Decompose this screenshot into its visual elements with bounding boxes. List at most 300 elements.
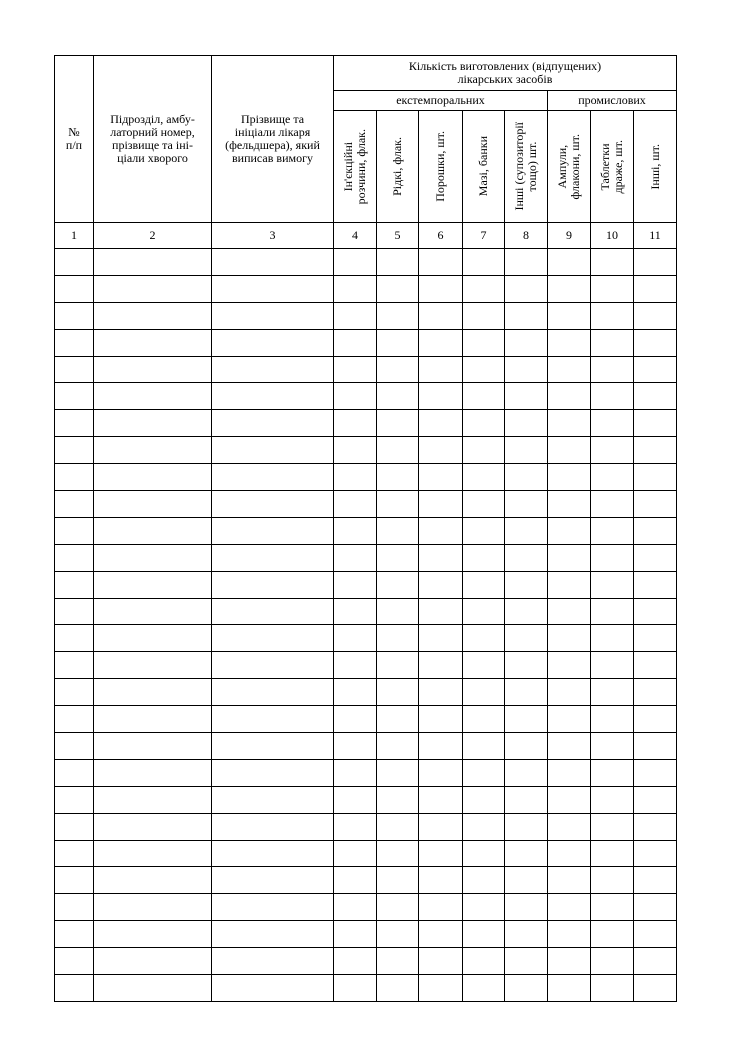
table-cell[interactable] xyxy=(212,625,334,652)
table-cell[interactable] xyxy=(505,517,548,544)
table-cell[interactable] xyxy=(94,275,212,302)
table-cell[interactable] xyxy=(377,921,419,948)
table-cell[interactable] xyxy=(334,975,377,1002)
table-cell[interactable] xyxy=(505,598,548,625)
table-cell[interactable] xyxy=(591,249,634,276)
table-cell[interactable] xyxy=(55,464,94,491)
table-cell[interactable] xyxy=(505,356,548,383)
table-cell[interactable] xyxy=(419,356,463,383)
table-cell[interactable] xyxy=(463,840,505,867)
table-cell[interactable] xyxy=(548,329,591,356)
table-cell[interactable] xyxy=(634,948,677,975)
table-cell[interactable] xyxy=(94,706,212,733)
table-cell[interactable] xyxy=(634,867,677,894)
table-cell[interactable] xyxy=(377,894,419,921)
table-cell[interactable] xyxy=(591,652,634,679)
table-cell[interactable] xyxy=(377,867,419,894)
table-cell[interactable] xyxy=(94,840,212,867)
table-cell[interactable] xyxy=(591,571,634,598)
table-cell[interactable] xyxy=(548,571,591,598)
table-cell[interactable] xyxy=(212,813,334,840)
table-cell[interactable] xyxy=(334,840,377,867)
table-cell[interactable] xyxy=(377,679,419,706)
table-cell[interactable] xyxy=(634,517,677,544)
table-cell[interactable] xyxy=(505,491,548,518)
table-cell[interactable] xyxy=(55,302,94,329)
table-cell[interactable] xyxy=(591,517,634,544)
table-cell[interactable] xyxy=(55,544,94,571)
table-cell[interactable] xyxy=(55,813,94,840)
table-cell[interactable] xyxy=(212,249,334,276)
table-cell[interactable] xyxy=(94,517,212,544)
table-cell[interactable] xyxy=(463,733,505,760)
table-cell[interactable] xyxy=(591,921,634,948)
table-cell[interactable] xyxy=(212,356,334,383)
table-cell[interactable] xyxy=(55,867,94,894)
table-cell[interactable] xyxy=(212,517,334,544)
table-cell[interactable] xyxy=(634,544,677,571)
table-cell[interactable] xyxy=(334,813,377,840)
table-cell[interactable] xyxy=(548,813,591,840)
table-cell[interactable] xyxy=(55,948,94,975)
table-cell[interactable] xyxy=(55,786,94,813)
table-cell[interactable] xyxy=(212,840,334,867)
table-cell[interactable] xyxy=(377,249,419,276)
table-cell[interactable] xyxy=(419,840,463,867)
table-cell[interactable] xyxy=(94,813,212,840)
table-cell[interactable] xyxy=(94,329,212,356)
table-cell[interactable] xyxy=(419,249,463,276)
table-cell[interactable] xyxy=(634,491,677,518)
table-cell[interactable] xyxy=(94,894,212,921)
table-cell[interactable] xyxy=(548,517,591,544)
table-cell[interactable] xyxy=(377,275,419,302)
table-cell[interactable] xyxy=(505,813,548,840)
table-cell[interactable] xyxy=(591,625,634,652)
table-cell[interactable] xyxy=(212,598,334,625)
table-cell[interactable] xyxy=(548,733,591,760)
table-cell[interactable] xyxy=(212,706,334,733)
table-cell[interactable] xyxy=(419,975,463,1002)
table-cell[interactable] xyxy=(55,329,94,356)
table-cell[interactable] xyxy=(377,544,419,571)
table-cell[interactable] xyxy=(505,679,548,706)
table-cell[interactable] xyxy=(591,544,634,571)
table-cell[interactable] xyxy=(94,410,212,437)
table-cell[interactable] xyxy=(212,921,334,948)
table-cell[interactable] xyxy=(463,517,505,544)
table-cell[interactable] xyxy=(591,491,634,518)
table-cell[interactable] xyxy=(419,652,463,679)
table-cell[interactable] xyxy=(334,706,377,733)
table-cell[interactable] xyxy=(334,275,377,302)
table-cell[interactable] xyxy=(377,410,419,437)
table-cell[interactable] xyxy=(94,921,212,948)
table-cell[interactable] xyxy=(463,571,505,598)
table-cell[interactable] xyxy=(505,249,548,276)
table-cell[interactable] xyxy=(334,894,377,921)
table-cell[interactable] xyxy=(548,544,591,571)
table-cell[interactable] xyxy=(548,706,591,733)
table-cell[interactable] xyxy=(505,948,548,975)
table-cell[interactable] xyxy=(463,249,505,276)
table-cell[interactable] xyxy=(377,329,419,356)
table-cell[interactable] xyxy=(377,598,419,625)
table-cell[interactable] xyxy=(505,544,548,571)
table-cell[interactable] xyxy=(505,975,548,1002)
table-cell[interactable] xyxy=(548,867,591,894)
table-cell[interactable] xyxy=(55,275,94,302)
table-cell[interactable] xyxy=(634,813,677,840)
table-cell[interactable] xyxy=(548,840,591,867)
table-cell[interactable] xyxy=(377,759,419,786)
table-cell[interactable] xyxy=(548,410,591,437)
table-cell[interactable] xyxy=(55,652,94,679)
table-cell[interactable] xyxy=(334,921,377,948)
table-cell[interactable] xyxy=(419,786,463,813)
table-cell[interactable] xyxy=(94,491,212,518)
table-cell[interactable] xyxy=(634,383,677,410)
table-cell[interactable] xyxy=(591,948,634,975)
table-cell[interactable] xyxy=(591,598,634,625)
table-cell[interactable] xyxy=(94,652,212,679)
table-cell[interactable] xyxy=(634,840,677,867)
table-cell[interactable] xyxy=(419,948,463,975)
table-cell[interactable] xyxy=(505,437,548,464)
table-cell[interactable] xyxy=(212,679,334,706)
table-cell[interactable] xyxy=(94,249,212,276)
table-cell[interactable] xyxy=(505,410,548,437)
table-cell[interactable] xyxy=(419,867,463,894)
table-cell[interactable] xyxy=(212,437,334,464)
table-cell[interactable] xyxy=(334,249,377,276)
table-cell[interactable] xyxy=(334,571,377,598)
table-cell[interactable] xyxy=(463,706,505,733)
table-cell[interactable] xyxy=(548,679,591,706)
table-cell[interactable] xyxy=(463,921,505,948)
table-cell[interactable] xyxy=(94,571,212,598)
table-cell[interactable] xyxy=(634,733,677,760)
table-cell[interactable] xyxy=(334,544,377,571)
table-cell[interactable] xyxy=(634,249,677,276)
table-cell[interactable] xyxy=(548,894,591,921)
table-cell[interactable] xyxy=(419,544,463,571)
table-cell[interactable] xyxy=(463,894,505,921)
table-cell[interactable] xyxy=(634,786,677,813)
table-cell[interactable] xyxy=(94,598,212,625)
table-cell[interactable] xyxy=(463,652,505,679)
table-cell[interactable] xyxy=(634,894,677,921)
table-cell[interactable] xyxy=(505,652,548,679)
table-cell[interactable] xyxy=(377,383,419,410)
table-cell[interactable] xyxy=(334,517,377,544)
table-cell[interactable] xyxy=(419,410,463,437)
table-cell[interactable] xyxy=(334,356,377,383)
table-cell[interactable] xyxy=(94,733,212,760)
table-cell[interactable] xyxy=(419,302,463,329)
table-cell[interactable] xyxy=(548,948,591,975)
table-cell[interactable] xyxy=(377,625,419,652)
table-cell[interactable] xyxy=(419,275,463,302)
table-cell[interactable] xyxy=(334,759,377,786)
table-cell[interactable] xyxy=(94,975,212,1002)
table-cell[interactable] xyxy=(548,275,591,302)
table-cell[interactable] xyxy=(634,706,677,733)
table-cell[interactable] xyxy=(463,867,505,894)
table-cell[interactable] xyxy=(94,948,212,975)
table-cell[interactable] xyxy=(334,948,377,975)
table-cell[interactable] xyxy=(55,975,94,1002)
table-cell[interactable] xyxy=(212,948,334,975)
table-cell[interactable] xyxy=(505,840,548,867)
table-cell[interactable] xyxy=(419,921,463,948)
table-cell[interactable] xyxy=(463,275,505,302)
table-cell[interactable] xyxy=(634,625,677,652)
table-cell[interactable] xyxy=(334,464,377,491)
table-cell[interactable] xyxy=(463,437,505,464)
table-cell[interactable] xyxy=(463,491,505,518)
table-cell[interactable] xyxy=(55,894,94,921)
table-cell[interactable] xyxy=(634,975,677,1002)
table-cell[interactable] xyxy=(548,491,591,518)
table-cell[interactable] xyxy=(377,975,419,1002)
table-cell[interactable] xyxy=(334,598,377,625)
table-cell[interactable] xyxy=(419,625,463,652)
table-cell[interactable] xyxy=(377,491,419,518)
table-cell[interactable] xyxy=(591,410,634,437)
table-cell[interactable] xyxy=(505,625,548,652)
table-cell[interactable] xyxy=(591,356,634,383)
table-cell[interactable] xyxy=(94,356,212,383)
table-cell[interactable] xyxy=(94,786,212,813)
table-cell[interactable] xyxy=(463,464,505,491)
table-cell[interactable] xyxy=(212,759,334,786)
table-cell[interactable] xyxy=(548,464,591,491)
table-cell[interactable] xyxy=(463,302,505,329)
table-cell[interactable] xyxy=(377,571,419,598)
table-cell[interactable] xyxy=(463,329,505,356)
table-cell[interactable] xyxy=(634,598,677,625)
table-cell[interactable] xyxy=(55,356,94,383)
table-cell[interactable] xyxy=(212,867,334,894)
table-cell[interactable] xyxy=(377,652,419,679)
table-cell[interactable] xyxy=(212,544,334,571)
table-cell[interactable] xyxy=(591,813,634,840)
table-cell[interactable] xyxy=(334,733,377,760)
table-cell[interactable] xyxy=(94,759,212,786)
table-cell[interactable] xyxy=(634,275,677,302)
table-cell[interactable] xyxy=(505,302,548,329)
table-cell[interactable] xyxy=(591,975,634,1002)
table-cell[interactable] xyxy=(463,544,505,571)
table-cell[interactable] xyxy=(634,302,677,329)
table-cell[interactable] xyxy=(334,437,377,464)
table-cell[interactable] xyxy=(55,517,94,544)
table-cell[interactable] xyxy=(634,921,677,948)
table-cell[interactable] xyxy=(377,840,419,867)
table-cell[interactable] xyxy=(591,759,634,786)
table-cell[interactable] xyxy=(94,437,212,464)
table-cell[interactable] xyxy=(377,302,419,329)
table-cell[interactable] xyxy=(55,706,94,733)
table-cell[interactable] xyxy=(505,706,548,733)
table-cell[interactable] xyxy=(505,867,548,894)
table-cell[interactable] xyxy=(463,975,505,1002)
table-cell[interactable] xyxy=(212,652,334,679)
table-cell[interactable] xyxy=(548,625,591,652)
table-cell[interactable] xyxy=(591,383,634,410)
table-cell[interactable] xyxy=(419,571,463,598)
table-cell[interactable] xyxy=(548,383,591,410)
table-cell[interactable] xyxy=(505,571,548,598)
table-cell[interactable] xyxy=(212,410,334,437)
table-cell[interactable] xyxy=(463,948,505,975)
table-cell[interactable] xyxy=(634,759,677,786)
table-cell[interactable] xyxy=(212,275,334,302)
table-cell[interactable] xyxy=(334,679,377,706)
table-cell[interactable] xyxy=(334,652,377,679)
table-cell[interactable] xyxy=(377,517,419,544)
table-cell[interactable] xyxy=(419,329,463,356)
table-cell[interactable] xyxy=(505,329,548,356)
table-cell[interactable] xyxy=(334,867,377,894)
table-cell[interactable] xyxy=(212,491,334,518)
table-cell[interactable] xyxy=(463,786,505,813)
table-cell[interactable] xyxy=(419,679,463,706)
table-cell[interactable] xyxy=(94,867,212,894)
table-cell[interactable] xyxy=(377,813,419,840)
table-cell[interactable] xyxy=(591,679,634,706)
table-cell[interactable] xyxy=(505,733,548,760)
table-cell[interactable] xyxy=(212,302,334,329)
table-cell[interactable] xyxy=(377,786,419,813)
table-cell[interactable] xyxy=(212,733,334,760)
table-cell[interactable] xyxy=(591,464,634,491)
table-cell[interactable] xyxy=(463,383,505,410)
table-cell[interactable] xyxy=(548,356,591,383)
table-cell[interactable] xyxy=(419,706,463,733)
table-cell[interactable] xyxy=(419,437,463,464)
table-cell[interactable] xyxy=(591,329,634,356)
table-cell[interactable] xyxy=(212,571,334,598)
table-cell[interactable] xyxy=(94,679,212,706)
table-cell[interactable] xyxy=(94,464,212,491)
table-cell[interactable] xyxy=(419,383,463,410)
table-cell[interactable] xyxy=(634,464,677,491)
table-cell[interactable] xyxy=(334,329,377,356)
table-cell[interactable] xyxy=(212,329,334,356)
table-cell[interactable] xyxy=(505,921,548,948)
table-cell[interactable] xyxy=(463,625,505,652)
table-cell[interactable] xyxy=(548,652,591,679)
table-cell[interactable] xyxy=(591,867,634,894)
table-cell[interactable] xyxy=(334,410,377,437)
table-cell[interactable] xyxy=(548,786,591,813)
table-cell[interactable] xyxy=(419,759,463,786)
table-cell[interactable] xyxy=(334,302,377,329)
table-cell[interactable] xyxy=(591,706,634,733)
table-cell[interactable] xyxy=(55,921,94,948)
table-cell[interactable] xyxy=(334,491,377,518)
table-cell[interactable] xyxy=(548,598,591,625)
table-cell[interactable] xyxy=(419,894,463,921)
table-cell[interactable] xyxy=(334,383,377,410)
table-cell[interactable] xyxy=(212,383,334,410)
table-cell[interactable] xyxy=(548,975,591,1002)
table-cell[interactable] xyxy=(548,921,591,948)
table-cell[interactable] xyxy=(212,786,334,813)
table-cell[interactable] xyxy=(548,302,591,329)
table-cell[interactable] xyxy=(634,652,677,679)
table-cell[interactable] xyxy=(55,679,94,706)
table-cell[interactable] xyxy=(505,759,548,786)
table-cell[interactable] xyxy=(94,625,212,652)
table-cell[interactable] xyxy=(591,275,634,302)
table-cell[interactable] xyxy=(377,706,419,733)
table-cell[interactable] xyxy=(334,786,377,813)
table-cell[interactable] xyxy=(419,813,463,840)
table-cell[interactable] xyxy=(55,410,94,437)
table-cell[interactable] xyxy=(591,840,634,867)
table-cell[interactable] xyxy=(419,464,463,491)
table-cell[interactable] xyxy=(55,733,94,760)
table-cell[interactable] xyxy=(94,383,212,410)
table-cell[interactable] xyxy=(463,679,505,706)
table-cell[interactable] xyxy=(212,894,334,921)
table-cell[interactable] xyxy=(419,598,463,625)
table-cell[interactable] xyxy=(55,598,94,625)
table-cell[interactable] xyxy=(634,571,677,598)
table-cell[interactable] xyxy=(591,302,634,329)
table-cell[interactable] xyxy=(55,571,94,598)
table-cell[interactable] xyxy=(591,894,634,921)
table-cell[interactable] xyxy=(55,383,94,410)
table-cell[interactable] xyxy=(419,517,463,544)
table-cell[interactable] xyxy=(55,491,94,518)
table-cell[interactable] xyxy=(55,840,94,867)
table-cell[interactable] xyxy=(505,894,548,921)
table-cell[interactable] xyxy=(505,786,548,813)
table-cell[interactable] xyxy=(548,759,591,786)
table-cell[interactable] xyxy=(634,410,677,437)
table-cell[interactable] xyxy=(505,464,548,491)
table-cell[interactable] xyxy=(463,759,505,786)
table-cell[interactable] xyxy=(377,356,419,383)
table-cell[interactable] xyxy=(55,625,94,652)
table-cell[interactable] xyxy=(548,437,591,464)
table-cell[interactable] xyxy=(377,437,419,464)
table-cell[interactable] xyxy=(591,437,634,464)
table-cell[interactable] xyxy=(55,249,94,276)
table-cell[interactable] xyxy=(591,786,634,813)
table-cell[interactable] xyxy=(334,625,377,652)
table-cell[interactable] xyxy=(377,948,419,975)
table-cell[interactable] xyxy=(212,975,334,1002)
table-cell[interactable] xyxy=(463,813,505,840)
table-cell[interactable] xyxy=(55,759,94,786)
table-cell[interactable] xyxy=(94,302,212,329)
table-cell[interactable] xyxy=(55,437,94,464)
table-cell[interactable] xyxy=(212,464,334,491)
table-cell[interactable] xyxy=(634,679,677,706)
table-cell[interactable] xyxy=(505,383,548,410)
table-cell[interactable] xyxy=(463,410,505,437)
table-cell[interactable] xyxy=(634,437,677,464)
table-cell[interactable] xyxy=(634,329,677,356)
table-cell[interactable] xyxy=(94,544,212,571)
table-cell[interactable] xyxy=(634,356,677,383)
table-cell[interactable] xyxy=(419,491,463,518)
